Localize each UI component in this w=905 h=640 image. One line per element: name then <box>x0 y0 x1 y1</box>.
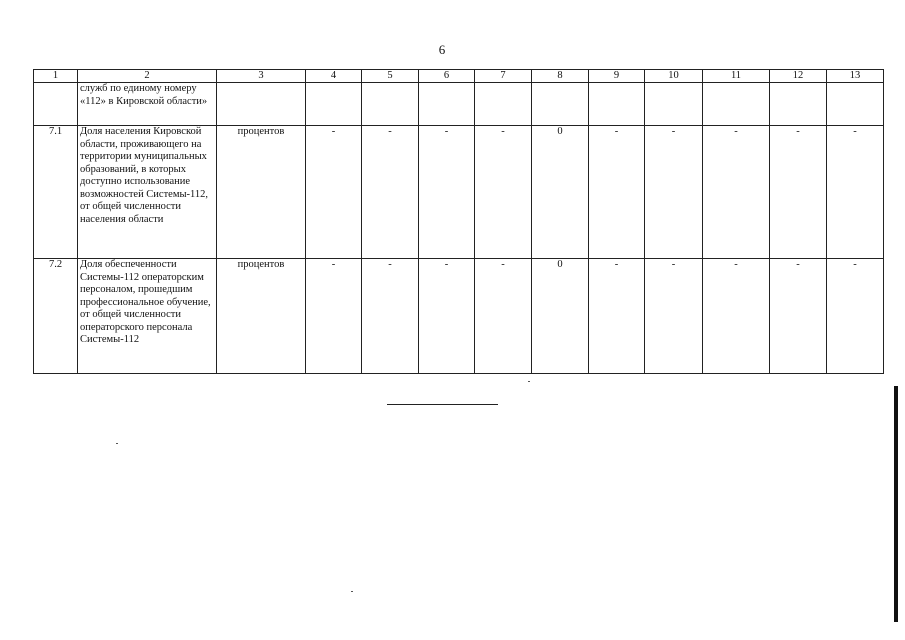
value-cell <box>532 83 589 126</box>
indicator-name: Доля обеспеченности Системы-112 операторским персоналом, прошедшим профессиональное обучение, от общей численности операторского персонала Системы-112 <box>78 259 217 374</box>
indicator-unit: процентов <box>217 126 306 259</box>
column-header: 11 <box>703 70 770 83</box>
row-number: 7.2 <box>34 259 78 374</box>
value-cell: - <box>770 259 827 374</box>
value-cell: - <box>703 259 770 374</box>
value-cell: - <box>827 126 884 259</box>
table-row <box>34 126 884 259</box>
value-cell: - <box>645 126 703 259</box>
table-row <box>34 259 884 374</box>
value-cell: - <box>703 126 770 259</box>
value-cell: - <box>645 259 703 374</box>
indicator-name: Доля населения Кировской области, проживающего на территории муниципальных образований, в которых доступно использование возможностей Системы-112, от общей численности населения области <box>78 126 217 259</box>
scan-speck <box>116 443 118 444</box>
value-cell <box>589 83 645 126</box>
value-cell: - <box>475 259 532 374</box>
value-cell <box>419 83 475 126</box>
value-cell: - <box>589 259 645 374</box>
scan-speck <box>351 591 353 592</box>
value-cell: - <box>306 259 362 374</box>
indicators-table <box>33 69 884 374</box>
row-number: 7.1 <box>34 126 78 259</box>
column-header: 4 <box>306 70 362 83</box>
value-cell: - <box>827 259 884 374</box>
column-header: 2 <box>78 70 217 83</box>
value-cell: - <box>419 126 475 259</box>
value-cell <box>827 83 884 126</box>
column-header: 7 <box>475 70 532 83</box>
value-cell: 0 <box>532 126 589 259</box>
value-cell <box>703 83 770 126</box>
value-cell <box>362 83 419 126</box>
indicator-unit: процентов <box>217 259 306 374</box>
row-number <box>34 83 78 126</box>
column-header: 13 <box>827 70 884 83</box>
column-header: 3 <box>217 70 306 83</box>
table-row <box>34 83 884 126</box>
page-number: 6 <box>438 42 446 57</box>
value-cell <box>770 83 827 126</box>
value-cell <box>475 83 532 126</box>
value-cell: - <box>475 126 532 259</box>
column-header: 5 <box>362 70 419 83</box>
indicator-name: служб по единому номеру «112» в Кировской области» <box>78 83 217 126</box>
column-header: 9 <box>589 70 645 83</box>
indicator-unit <box>217 83 306 126</box>
column-header: 10 <box>645 70 703 83</box>
value-cell: - <box>770 126 827 259</box>
table-header-row <box>34 70 884 83</box>
value-cell: - <box>589 126 645 259</box>
scan-edge-mark <box>894 386 898 622</box>
value-cell: - <box>419 259 475 374</box>
value-cell <box>306 83 362 126</box>
end-of-table-rule <box>387 404 498 405</box>
value-cell: - <box>362 126 419 259</box>
value-cell: - <box>306 126 362 259</box>
column-header: 6 <box>419 70 475 83</box>
value-cell: - <box>362 259 419 374</box>
scan-speck <box>528 381 530 382</box>
value-cell: 0 <box>532 259 589 374</box>
column-header: 12 <box>770 70 827 83</box>
column-header: 1 <box>34 70 78 83</box>
column-header: 8 <box>532 70 589 83</box>
value-cell <box>645 83 703 126</box>
